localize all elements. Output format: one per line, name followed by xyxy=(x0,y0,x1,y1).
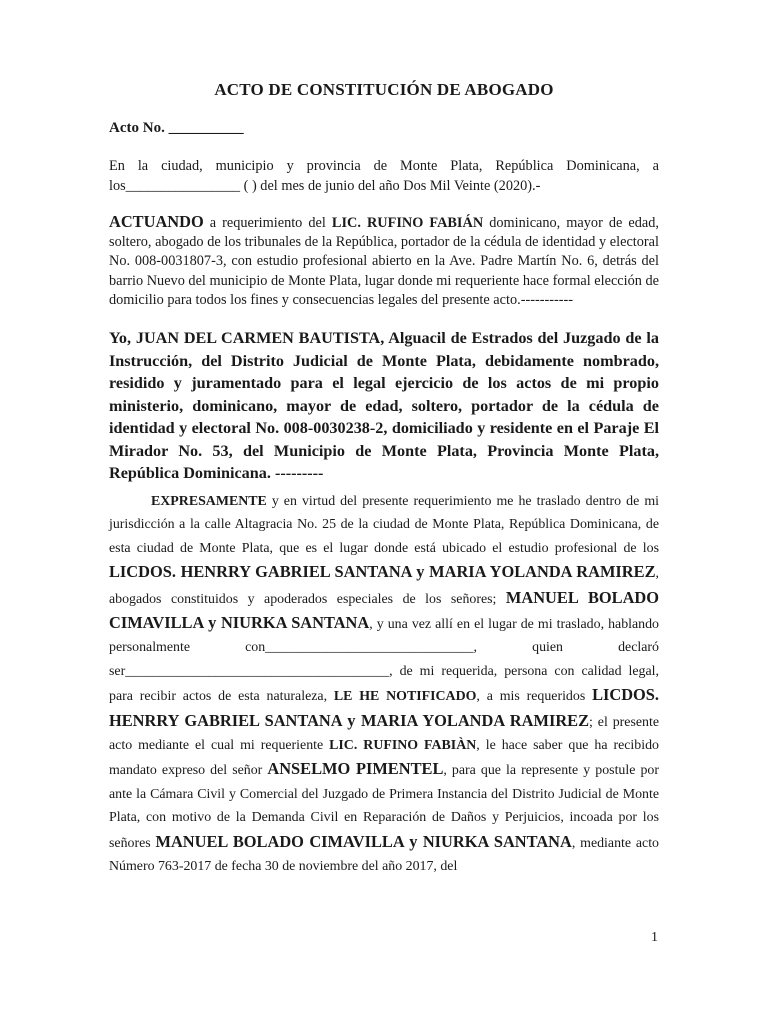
text-span: , para que la represente y postule por ante la Cámara Civil y Comercial del Juzgado de Primera Instancia del Distrito Judicial de Monte Plata, con motivo de la Demanda Civil en Reparación de Daños y Perjuicios, incoada por los señores xyxy=(109,763,659,851)
text-span: , mediante acto Número 763-2017 de fecha 30 de noviembre del año 2017, del xyxy=(109,835,660,875)
paragraph-bailiff: Yo, JUAN DEL CARMEN BAUTISTA, Alguacil de Estrados del Juzgado de la Instrucción, del Distrito Judicial de Monte Plata, debidamente nombrado, residido y juramentado para el legal ejercicio de los actos de mi propio ministerio, dominicano, mayor de edad, soltero, portador de la cédula de identidad y electoral No. 008-0030238-2, domiciliado y residente en el Paraje El Mirador No. 53, del Municipio de Monte Plata, Provincia Monte Plata, República Dominicana. --------- xyxy=(109,329,659,482)
notified-label: LE HE NOTIFICADO xyxy=(333,689,477,705)
mandator-name: ANSELMO PIMENTEL xyxy=(267,759,444,779)
page-number: 1 xyxy=(651,930,658,945)
paragraph-notification xyxy=(109,490,659,879)
paragraph-location-date: En la ciudad, municipio y provincia de Monte Plata, República Dominicana, a los________________ ( ) del mes de junio del año Dos Mil Veinte (2020).- xyxy=(109,158,659,194)
lawyers-names: LICDOS. HENRRY GABRIEL SANTANA y MARIA YOLANDA RAMIREZ xyxy=(109,685,660,730)
expresamente-label: EXPRESAMENTE xyxy=(151,494,267,509)
lawyers-names: LICDOS. HENRRY GABRIEL SANTANA y MARIA YOLANDA RAMIREZ xyxy=(109,562,656,582)
text-span: a requerimiento del xyxy=(203,215,332,231)
lawyer-name: LIC. RUFINO FABIÁN xyxy=(331,215,484,231)
clients-names: MANUEL BOLADO CIMAVILLA y NIURKA SANTANA xyxy=(155,831,572,851)
text-span: ; el presente acto mediante el cual mi requeriente xyxy=(109,714,659,754)
text-span: , le hace saber que ha recibido mandato expreso del señor xyxy=(109,738,659,779)
acting-label: ACTUANDO xyxy=(109,212,204,231)
text-span: dominicano, mayor de edad, soltero, abogado de los tribunales de la República, portador de la cédula de identidad y electoral No. 008-0031807-3, con estudio profesional abierto en la Ave. Padre Martín No. 6, detrás del barrio Nuevo del municipio de Monte Plata, lugar donde mi requeriente hace formal elección de domicilio para todos los fines y consecuencias legales del presente acto.----------- xyxy=(109,215,659,308)
act-number: Acto No. __________ xyxy=(109,120,244,136)
text-span: y en virtud del presente requerimiento me he traslado dentro de mi jurisdicción a la calle Altagracia No. 25 de la ciudad de Monte Plata, República Dominicana, de esta ciudad de Monte Plata, que es el lugar donde está ubicado el estudio profesional de los xyxy=(109,494,659,556)
lawyer-name: LIC. RUFINO FABIÀN xyxy=(329,738,477,754)
clients-names: MANUEL BOLADO CIMAVILLA y NIURKA SANTANA xyxy=(109,587,660,633)
text-span: , y una vez allí en el lugar de mi traslado, hablando personalmente con______________________________, quien declaró ser______________________________________, de mi requerida, persona con calidad legal, para recibir actos de esta naturaleza, xyxy=(109,617,659,705)
text-span: , abogados constituidos y apoderados especiales de los señores; xyxy=(109,566,659,607)
paragraph-acting xyxy=(109,212,659,310)
text-span: , a mis requeridos xyxy=(476,689,593,705)
document-title: ACTO DE CONSTITUCIÓN DE ABOGADO xyxy=(214,80,554,99)
